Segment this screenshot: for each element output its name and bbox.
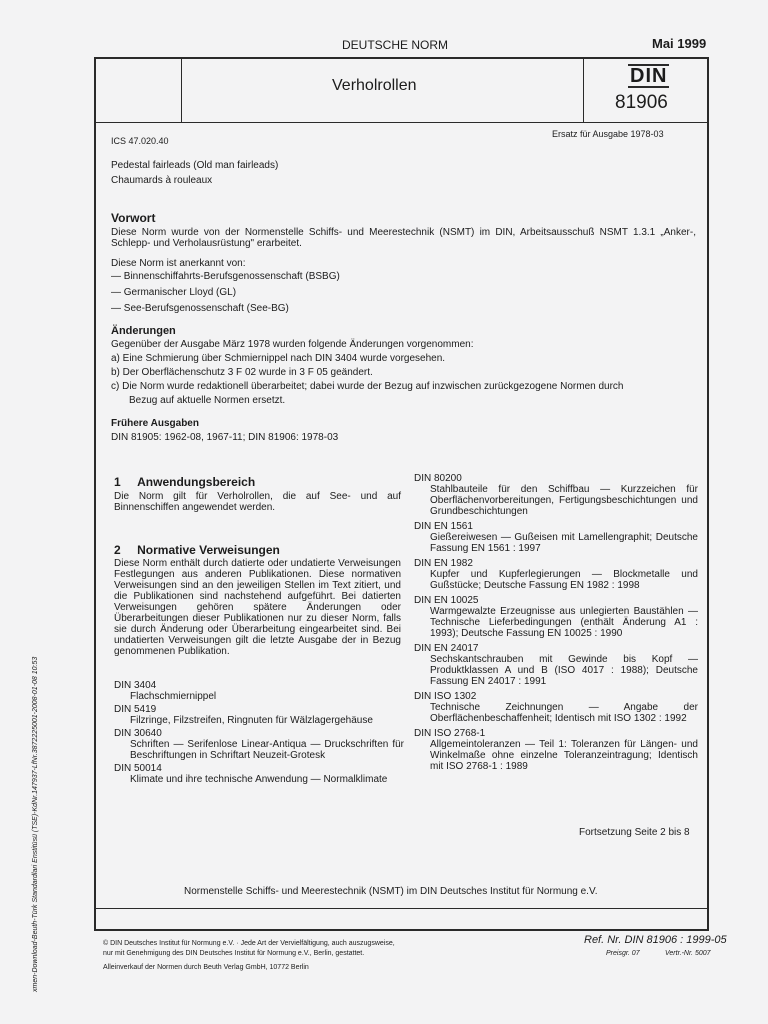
reference-description: Kupfer und Kupferlegierungen — Blockmetalle und Gußstücke; Deutsche Fassung EN 1982 : 1998 [430,569,698,591]
reference-code: DIN 5419 [114,704,157,715]
title-french: Chaumards à rouleaux [111,175,213,186]
recognized-item: — See-Berufsgenossenschaft (See-BG) [111,303,289,314]
reference-entry [414,473,698,517]
price-group: Preisgr. 07 [606,950,640,957]
section-number: 1 [114,475,121,489]
header-divider-right [583,59,584,123]
download-stamp: xmen-Download-Beuth-Türk Standardlari Enstitüsü (TSE)-KdNr.147937-LfNr.3872225001-2008-01-08 10:53 [32,656,39,992]
reference-entry [114,704,404,726]
reference-code: DIN EN 1561 [414,521,473,532]
fruehere-text: DIN 81905: 1962-08, 1967-11; DIN 81906: 1978-03 [111,432,339,443]
reference-description: Warmgewalzte Erzeugnisse aus unlegierten Baustählen — Technische Lieferbedingungen (enthält Änderung A1 : 1993); Deutsche Fassung EN 10025 : 1990 [430,606,698,639]
publisher-line: Normenstelle Schiffs- und Meerestechnik (NSMT) im DIN Deutsches Institut für Normung e.V. [184,886,598,897]
reference-entry [414,643,698,687]
recognized-item: — Germanischer Lloyd (GL) [111,287,237,298]
vorwort-heading: Vorwort [111,211,156,225]
reference-description: Filzringe, Filzstreifen, Ringnuten für Wälzlagergehäuse [130,715,373,726]
distributor-line: Alleinverkauf der Normen durch Beuth Verlag GmbH, 10772 Berlin [103,964,309,971]
copyright-line: nur mit Genehmigung des DIN Deutsches Institut für Normung e.V., Berlin, gestattet. [103,950,365,957]
section-2-text: Diese Norm enthält durch datierte oder undatierte Verweisungen Festlegungen aus anderen Publikationen. Diese normativen Verweisungen sind an den jeweiligen Stellen im Text zitiert, und die Publikationen sind nachstehend aufgeführt. Bei datierten Verweisungen gehören spätere Änderungen oder Überarbeitungen dieser Publikationen nur zu dieser Norm, falls sie durch Änderung oder Überarbeitung eingearbeitet sind. Bei undatierten Verweisungen gilt die letzte Ausgabe der in Bezug genommenen Publikation. [114,558,401,657]
sales-number: Vertr.-Nr. 5007 [665,950,711,957]
header-bottom-rule [96,122,707,123]
fruehere-heading: Frühere Ausgaben [111,418,199,429]
vorwort-recognition-intro: Diese Norm ist anerkannt von: [111,258,246,269]
reference-description: Gießereiwesen — Gußeisen mit Lamellengraphit; Deutsche Fassung EN 1561 : 1997 [430,532,698,554]
reference-entry [414,728,698,772]
reference-code: DIN EN 1982 [414,558,473,569]
recognized-item: — Binnenschiffahrts-Berufsgenossenschaft (BSBG) [111,271,340,282]
reference-number: Ref. Nr. DIN 81906 : 1999-05 [584,934,727,946]
reference-description: Klimate und ihre technische Anwendung — Normalklimate [130,774,388,785]
recognized-list [111,271,340,314]
aenderungen-heading: Änderungen [111,325,176,337]
continuation-note: Fortsetzung Seite 2 bis 8 [579,827,690,838]
reference-entry [414,691,698,724]
reference-code: DIN EN 24017 [414,643,479,654]
reference-description: Technische Zeichnungen — Angabe der Oberflächenbeschaffenheit; Identisch mit ISO 1302 : 1992 [430,702,698,724]
reference-code: DIN ISO 1302 [414,691,477,702]
din-logo [628,64,669,88]
aenderungen-item: c) Die Norm wurde redaktionell überarbeitet; dabei wurde der Bezug auf inzwischen zurückgezogene Normen durch [111,381,624,392]
reference-entry [114,728,404,761]
vorwort-paragraph: Diese Norm wurde von der Normenstelle Schiffs- und Meerestechnik (NSMT) im DIN, Arbeitsausschuß NSMT 1.3.1 „Anker-, Schlepp- und Verholausrüstung" erarbeitet. [111,227,696,249]
section-number: 2 [114,543,121,557]
ics-code: ICS 47.020.40 [111,136,169,146]
issue-date: Mai 1999 [652,36,707,51]
reference-entry [114,763,404,785]
section-1-text: Die Norm gilt für Verholrollen, die auf See- und auf Binnenschiffen angewendet werden. [114,491,401,513]
reference-description: Sechskantschrauben mit Gewinde bis Kopf — Produktklassen A und B (ISO 4017 : 1988); Deutsche Fassung EN 24017 : 1991 [430,654,698,687]
reference-code: DIN ISO 2768-1 [414,728,486,739]
reference-description: Stahlbauteile für den Schiffbau — Kurzzeichen für Oberflächenvorbereitungen, Fertigungsbeschichtungen und Grundbeschichtungen [430,484,698,517]
references-right [414,473,698,772]
reference-entry [114,680,404,702]
title-english: Pedestal fairleads (Old man fairleads) [111,160,279,171]
standard-org-label: DEUTSCHE NORM [342,38,449,52]
reference-entry [414,558,698,591]
copyright-line: © DIN Deutsches Institut für Normung e.V. · Jede Art der Vervielfältigung, auch auszugsweise, [103,940,395,947]
reference-code: DIN 50014 [114,763,162,774]
reference-description: Allgemeintoleranzen — Teil 1: Toleranzen für Längen- und Winkelmaße ohne einzelne Toleranzeintragung; Identisch mit ISO 2768-1 : 1989 [430,739,698,772]
reference-entry [414,595,698,639]
header-divider-left [181,59,182,123]
aenderungen-item: a) Eine Schmierung über Schmiernippel nach DIN 3404 wurde vorgesehen. [111,353,446,364]
aenderungen-intro: Gegenüber der Ausgabe März 1978 wurden folgende Änderungen vorgenommen: [111,339,474,350]
aenderungen-item-continuation: Bezug auf aktuelle Normen ersetzt. [129,395,286,406]
reference-description: Schriften — Serifenlose Linear-Antiqua — Druckschriften für Beschriftungen in Schriftart Neuzeit-Grotesk [130,739,404,761]
aenderungen-item: b) Der Oberflächenschutz 3 F 02 wurde in 3 F 05 geändert. [111,367,373,378]
standard-number: 81906 [615,92,668,113]
reference-entry [414,521,698,554]
section-1-heading [114,473,255,491]
footer-rule [96,908,707,909]
din-mark: DIN [630,65,668,87]
reference-code: DIN 3404 [114,680,157,691]
reference-code: DIN 30640 [114,728,162,739]
section-2-heading [114,541,280,559]
reference-code: DIN 80200 [414,473,462,484]
document-title: Verholrollen [332,77,417,94]
references-left [114,680,404,785]
section-title: Normative Verweisungen [137,543,280,557]
reference-code: DIN EN 10025 [414,595,479,606]
reference-description: Flachschmiernippel [130,691,217,702]
replaces-edition: Ersatz für Ausgabe 1978-03 [552,129,664,139]
copyright-notice [103,939,395,959]
section-title: Anwendungsbereich [137,475,256,489]
